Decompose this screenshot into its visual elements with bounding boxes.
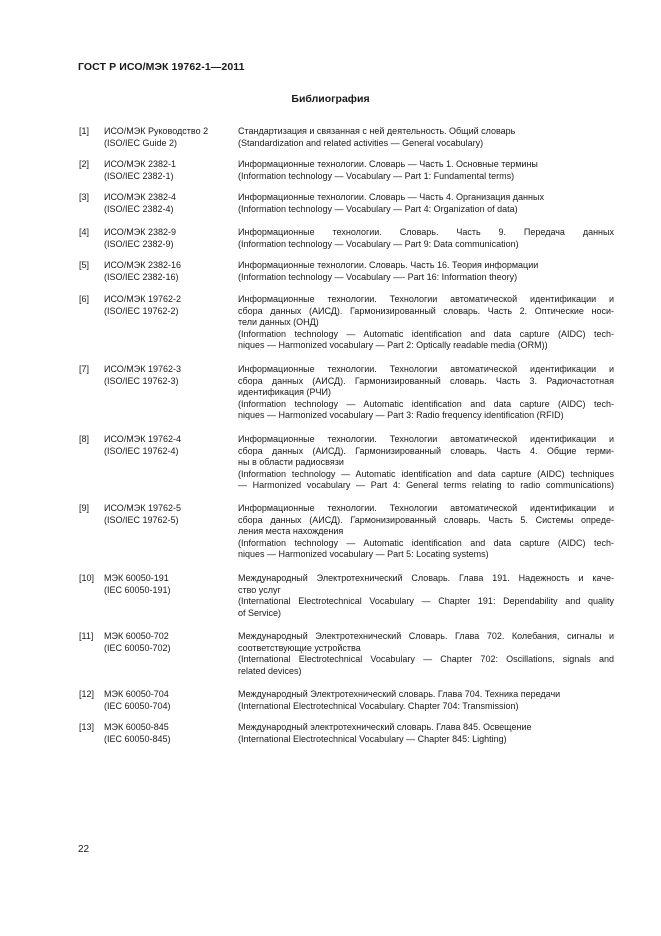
entry-number: [8] (79, 434, 90, 444)
description-line: (Information technology — Automatic identification and data capture (AIDC) tech- (238, 328, 614, 339)
reference-line: (ISO/IEC 2382-9) (104, 238, 174, 249)
reference-line: МЭК 60050-191 (104, 573, 169, 583)
entry-number: [13] (79, 722, 95, 732)
entry-reference (104, 159, 234, 182)
description-line: Информационные технологии. Технологии автоматической идентификации и (238, 503, 614, 513)
reference-line: (ISO/IEC Guide 2) (104, 137, 178, 148)
entry-number: [11] (79, 631, 94, 641)
description-line: сбора данных (АИСД). Гармонизированный словарь. Часть 3. Радиочастотная (238, 375, 614, 386)
entry-number: [2] (79, 159, 90, 169)
entry-reference (104, 227, 234, 250)
entry-number: [5] (79, 260, 90, 270)
reference-line: МЭК 60050-704 (104, 689, 169, 699)
description-line: (Information technology — Automatic identification and data capture (AIDC) tech- (238, 398, 614, 409)
entry-reference (104, 722, 234, 745)
description-line: ления места нахождения (238, 526, 344, 537)
entry-reference (104, 260, 234, 283)
description-line: (Information technology — Vocabulary — Part 4: Organization of data) (238, 203, 518, 214)
entry-number: [7] (79, 364, 90, 374)
entry-description (238, 126, 614, 149)
reference-line: (ISO/IEC 19762-2) (104, 305, 179, 316)
reference-line: ИСО/МЭК 2382-4 (104, 192, 177, 202)
description-line: ство услуг (238, 584, 281, 595)
bibliography-title: Библиография (291, 93, 370, 105)
description-line: (Information technology — Vocabulary — Part 1: Fundamental terms) (238, 170, 515, 181)
reference-line: ИСО/МЭК 19762-4 (104, 434, 182, 444)
reference-line: ИСО/МЭК 19762-5 (104, 503, 182, 513)
reference-line: (IEC 60050-704) (104, 700, 171, 711)
entry-number: [4] (79, 227, 90, 237)
entry-number: [9] (79, 503, 90, 513)
reference-line: ИСО/МЭК 2382-16 (104, 260, 182, 270)
entry-number: [3] (79, 192, 90, 202)
description-line: (Information technology — Automatic identification and data capture (AIDC) techniques (238, 468, 614, 479)
description-line: (Information technology — Automatic identification and data capture (AIDC) tech- (238, 537, 614, 548)
description-line: niques — Harmonized vocabulary — Part 3: Radio frequency identification (RFID) (238, 410, 564, 421)
description-line: niques — Harmonized vocabulary — Part 2: Optically readable media (ORM)) (238, 340, 548, 351)
reference-line: (ISO/IEC 19762-3) (104, 375, 179, 386)
description-line: — Harmonized vocabulary — Part 4: General terms relating to radio communications) (238, 480, 614, 491)
entry-number: [6] (79, 294, 90, 304)
description-line: related devices) (238, 665, 302, 676)
description-line: (International Electrotechnical Vocabulary. Chapter 704: Transmission) (238, 700, 519, 711)
entry-description (238, 364, 614, 422)
entry-reference (104, 126, 234, 149)
description-line: Информационные технологии. Технологии автоматической идентификации и (238, 364, 614, 374)
description-line: Информационные технологии. Словарь — Часть 4. Организация данных (238, 192, 544, 202)
entry-reference (104, 294, 234, 317)
entry-number: [10] (79, 573, 95, 583)
description-line: сбора данных (АИСД). Гармонизированный словарь. Часть 4. Общие терми- (238, 445, 614, 456)
reference-line: (ISO/IEC 19762-4) (104, 445, 179, 456)
entry-reference (104, 364, 234, 387)
description-line: идентификация (РЧИ) (238, 387, 331, 398)
entry-description (238, 260, 614, 283)
description-line: niques — Harmonized vocabulary — Part 5: Locating systems) (238, 549, 489, 560)
reference-line: (ISO/IEC 2382-1) (104, 170, 174, 181)
reference-line: МЭК 60050-702 (104, 631, 169, 641)
description-line: тели данных (ОНД) (238, 317, 319, 328)
description-line: Информационные технологии. Словарь. Часть 16. Теория информации (238, 260, 539, 270)
description-line: Информационные технологии. Словарь — Часть 1. Основные термины (238, 159, 538, 169)
entry-description (238, 159, 614, 182)
entry-description (238, 227, 614, 250)
entry-reference (104, 689, 234, 712)
entry-description (238, 573, 614, 619)
description-line: сбора данных (АИСД). Гармонизированный словарь. Часть 2. Оптические носи- (238, 305, 614, 316)
description-line: (International Electrotechnical Vocabulary — Chapter 191: Dependability and quality (238, 596, 614, 607)
reference-line: ИСО/МЭК Руководство 2 (104, 126, 209, 136)
entry-reference (104, 573, 234, 596)
reference-line: (IEC 60050-191) (104, 584, 171, 595)
description-line: Информационные технологии. Технологии автоматической идентификации и (238, 294, 614, 304)
entry-description (238, 631, 614, 677)
description-line: (Standardization and related activities — General vocabulary) (238, 137, 484, 148)
entry-reference (104, 192, 234, 215)
reference-line: МЭК 60050-845 (104, 722, 169, 732)
reference-line: ИСО/МЭК 19762-2 (104, 294, 182, 304)
entry-number: [12] (79, 689, 95, 699)
entry-number: [1] (79, 126, 90, 136)
description-line: (Information technology — Vocabulary —- Part 16: Information theory) (238, 271, 518, 282)
entry-description (238, 722, 614, 745)
reference-line: ИСО/МЭК 19762-3 (104, 364, 182, 374)
entry-reference (104, 503, 234, 526)
entry-description (238, 689, 614, 712)
document-header: ГОСТ Р ИСО/МЭК 19762-1—2011 (78, 61, 245, 73)
description-line: ны в области радиосвязи (238, 457, 344, 468)
page-number: 22 (78, 844, 90, 855)
description-line: (International Electrotechnical Vocabulary — Chapter 845: Lighting) (238, 733, 507, 744)
description-line: соответствующие устройства (238, 642, 361, 653)
reference-line: (ISO/IEC 19762-5) (104, 514, 179, 525)
description-line: сбора данных (АИСД). Гармонизированный словарь. Часть 5. Системы опреде- (238, 514, 614, 525)
reference-line: (ISO/IEC 2382-4) (104, 203, 174, 214)
description-line: Международный Электротехнический Словарь. Глава 191. Надежность и каче- (238, 573, 614, 583)
entry-description (238, 434, 614, 492)
description-line: Международный электротехнический словарь. Глава 845. Освещение (238, 722, 532, 732)
entry-description (238, 192, 614, 215)
description-line: (International Electrotechnical Vocabulary — Chapter 702: Oscillations, signals and (238, 654, 614, 665)
reference-line: (ISO/IEC 2382-16) (104, 271, 179, 282)
description-line: Международный Электротехнический словарь. Глава 704. Техника передачи (238, 689, 561, 699)
description-line: Стандартизация и связанная с ней деятельность. Общий словарь (238, 126, 516, 136)
entry-description (238, 294, 614, 352)
description-line: Информационные технологии. Технологии автоматической идентификации и (238, 434, 614, 444)
entry-description (238, 503, 614, 561)
reference-line: ИСО/МЭК 2382-1 (104, 159, 177, 169)
entry-reference (104, 631, 234, 654)
reference-line: (IEC 60050-702) (104, 642, 171, 653)
description-line: of Service) (238, 607, 282, 618)
reference-line: ИСО/МЭК 2382-9 (104, 227, 177, 237)
description-line: (Information technology — Vocabulary — Part 9: Data communication) (238, 238, 519, 249)
description-line: Информационные технологии. Словарь. Часть 9. Передача данных (238, 227, 614, 237)
reference-line: (IEC 60050-845) (104, 733, 171, 744)
description-line: Международный Электротехнический Словарь. Глава 702. Колебания, сигналы и (238, 631, 614, 641)
entry-reference (104, 434, 234, 457)
